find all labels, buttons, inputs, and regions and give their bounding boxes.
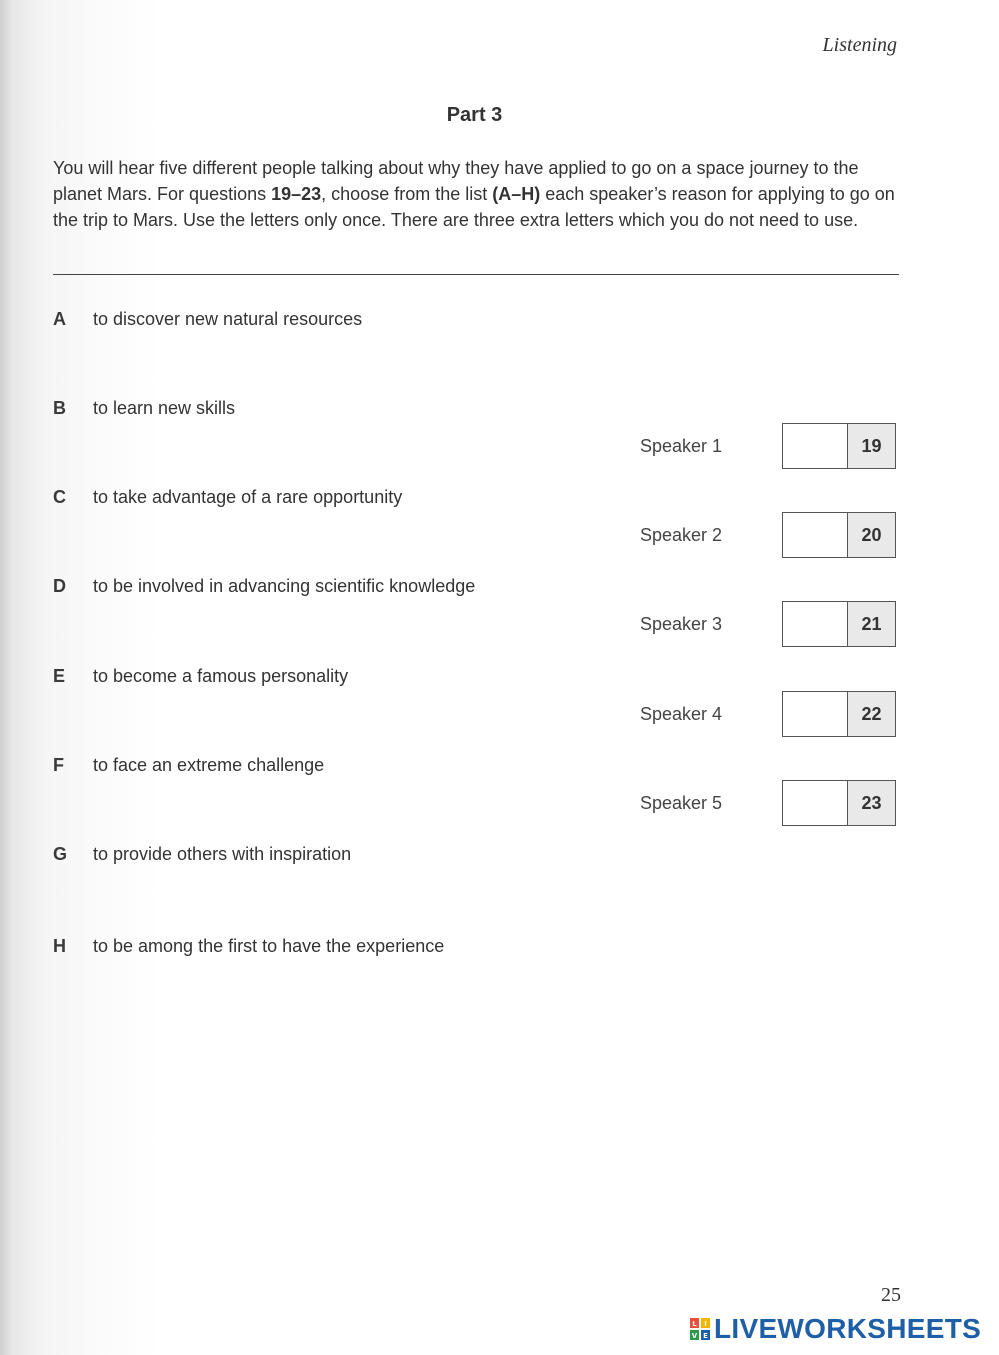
answer-box-22: [782, 691, 896, 737]
option-letter: C: [53, 487, 66, 507]
brand-text: LIVEWORKSHEETS: [714, 1313, 982, 1344]
question-number: 21: [848, 602, 895, 646]
question-number: 20: [848, 513, 895, 557]
questions-range: 19–23: [271, 184, 322, 204]
instructions-text-2: , choose from the list: [321, 184, 493, 204]
svg-text:V: V: [691, 1332, 698, 1340]
svg-text:E: E: [703, 1332, 708, 1340]
question-number: 19: [848, 424, 895, 468]
answer-input-22[interactable]: [783, 692, 848, 736]
option-text: to take advantage of a rare opportunity: [93, 487, 403, 507]
option-c: [53, 487, 402, 508]
option-text: to become a famous personality: [93, 666, 349, 686]
answer-box-19: [782, 423, 896, 469]
instructions-text-1: You will hear five different people talking about why they have applied to go on a space journey to the planet Mars. For questions: [53, 158, 859, 204]
instructions-text-3: each speaker’s reason for applying to go on the trip to Mars. Use the letters only once. There are three extra letters which you do not need to use.: [53, 184, 895, 230]
speaker-1-label: Speaker 1: [640, 436, 723, 456]
option-text: to be among the first to have the experience: [93, 936, 445, 956]
option-text: to provide others with inspiration: [93, 844, 352, 864]
option-text: to discover new natural resources: [93, 309, 363, 329]
instructions: [53, 155, 899, 233]
speaker-3-label: Speaker 3: [640, 614, 723, 634]
svg-text:I: I: [704, 1320, 707, 1328]
speaker-2-label: Speaker 2: [640, 525, 723, 545]
option-d: [53, 576, 475, 597]
option-b: [53, 398, 235, 419]
answer-input-19[interactable]: [783, 424, 848, 468]
option-text: to face an extreme challenge: [93, 755, 325, 775]
part-title: Part 3: [446, 104, 503, 126]
answer-input-23[interactable]: [783, 781, 848, 825]
option-letter: B: [53, 398, 66, 418]
page-number: 25: [881, 1284, 901, 1306]
option-a: [53, 309, 362, 330]
answer-box-21: [782, 601, 896, 647]
liveworksheets-logo-icon: [690, 1318, 710, 1340]
svg-text:L: L: [692, 1320, 697, 1328]
option-h: [53, 936, 444, 957]
question-number: 22: [848, 692, 895, 736]
option-g: [53, 844, 351, 865]
speaker-4-label: Speaker 4: [640, 704, 723, 724]
option-letter: H: [53, 936, 66, 956]
option-letter: E: [53, 666, 66, 686]
speaker-5-label: Speaker 5: [640, 793, 723, 813]
option-text: to be involved in advancing scientific knowledge: [93, 576, 476, 596]
option-letter: A: [53, 309, 66, 329]
option-letter: D: [53, 576, 66, 596]
option-text: to learn new skills: [93, 398, 236, 418]
answer-input-20[interactable]: [783, 513, 848, 557]
answer-input-21[interactable]: [783, 602, 848, 646]
divider-line: [53, 274, 899, 275]
section-label: Listening: [822, 34, 897, 56]
option-f: [53, 755, 324, 776]
answer-box-20: [782, 512, 896, 558]
question-number: 23: [848, 781, 895, 825]
option-letter: F: [53, 755, 64, 775]
letters-range: (A–H): [492, 184, 541, 204]
answer-box-23: [782, 780, 896, 826]
option-e: [53, 666, 348, 687]
liveworksheets-brand[interactable]: [690, 1314, 981, 1344]
option-letter: G: [53, 844, 68, 864]
